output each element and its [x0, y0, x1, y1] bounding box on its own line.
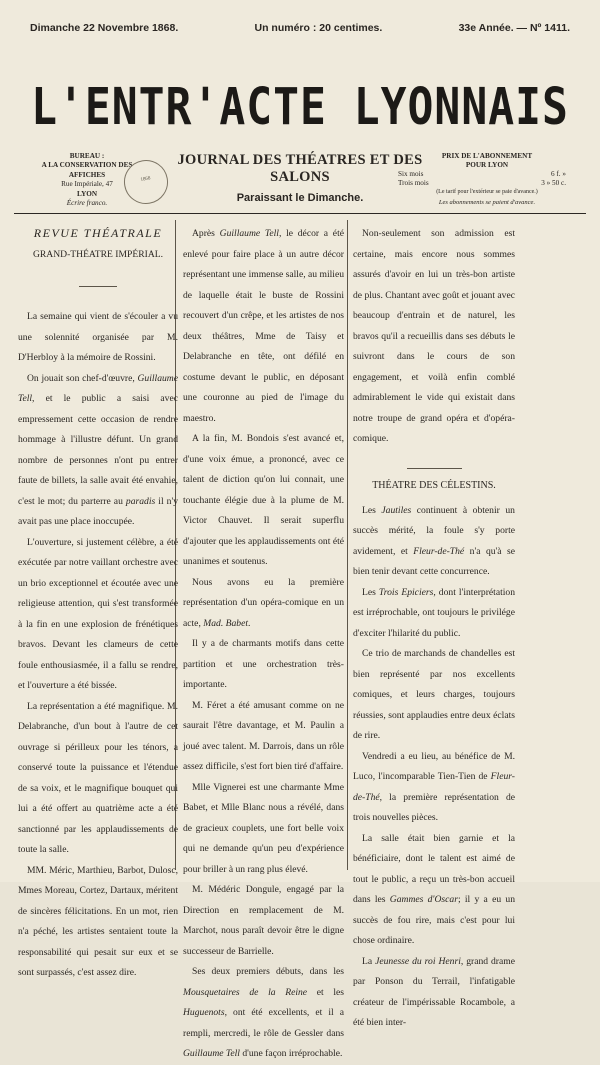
divider — [79, 286, 117, 287]
stamp-year: 1868 — [140, 176, 151, 183]
bureau-city: LYON — [76, 189, 98, 198]
paragraph: Mlle Vignerei est une charmante Mme Babet, et Mlle Blanc nous a révélé, dans de gracieux couplets, une fort belle voix qui ne demande qu'un peu d'expérience pour briller à un rang plus élevé. — [183, 781, 344, 875]
paragraph: Les Jautiles continuent à obtenir un succès mérité, la foule s'y porte avidement, et Fleur-de-Thé n'a qu'à se bien tenir devant cette concurrence. — [353, 504, 515, 577]
section-title: REVUE THÉATRALE — [33, 226, 163, 240]
six-label: Six mois — [398, 170, 424, 178]
paragraph: La semaine qui vient de s'écouler a vu une solennité organisée par M. D'Herbloy à la mémoire de Rossini. — [18, 311, 178, 363]
subscription-row-six — [396, 170, 578, 179]
column-2 — [183, 224, 344, 1065]
paragraph: A la fin, M. Bondois s'est avancé et, d'une voix émue, a prononcé, avec ce talent de diction qu'on lui connait, une touchante élégie due à la plume de M. Victor Chauvet. Il serait superflu d'ajouter que les applaudissements ont été unanimes et soutenus. — [183, 433, 344, 567]
paragraph: MM. Méric, Marthieu, Barbot, Dulosc, Mmes Moreau, Cortez, Dartaux, méritent de sincères félicitations. En un mot, rien n'a péché, les artistes sentaient toute la responsabilité qui pesait sur eux et se sont surpassés, c'est assez dire. — [18, 864, 178, 978]
paragraph: La salle était bien garnie et la bénéficiaire, dont le talent est aimé de tout le public, a reçu un très-bon accueil dans les Gammes d'Oscar; il y a eu un succès de fou rire, mais c'est pour lui chose ordinaire. — [353, 832, 516, 946]
section-subtitle: GRAND-THÉATRE IMPÉRIAL. — [32, 249, 164, 260]
subscription-heading: PRIX DE L'ABONNEMENT — [441, 152, 533, 160]
paragraph: La représentation a été magnifique. M. Delabranche, d'un bout à l'autre de cet ouvrage si périlleux pour les ténors, a conservé toute la puissance et l'étendue de sa voix, et le magnifique bouquet qui lui a été offert au quatrième acte a été sanctionné par les applaudissements de toute la salle. — [18, 700, 178, 855]
journal-subtitle: JOURNAL DES THÉATRES ET DES SALONS — [177, 152, 423, 185]
dateline — [30, 22, 570, 34]
column-3 — [353, 224, 515, 1034]
paragraph: Ses deux premiers débuts, dans les Mousquetaires de la Reine et les Huguenots, ont été excellents, et il a rempli, mercredi, le rôle de Gessler dans Guillaume Tell d'une façon irréprochable. — [183, 966, 344, 1059]
subscription-block — [396, 152, 578, 207]
issue-price: Un numéro : 20 centimes. — [254, 22, 383, 34]
subscription-sub: POUR LYON — [465, 161, 509, 169]
paragraph: On jouait son chef-d'œuvre, Guillaume Tell, et le public a saisi avec empressement cette occasion de rendre hommage à l'illustre défunt. Un grand nombre de personnes n'ont pu entrer faute de billets, la salle avait été envahie, c'est le mot; du parterre au paradis il n'y avait pas une place inoccupée. — [18, 372, 178, 527]
paragraph: Après Guillaume Tell, le décor a été enlevé pour faire place à un autre décor représentant une immense salle, au milieu de laquelle était le buste de Rossini recouvert d'un crêpe, et les artistes de nos deux théâtres, Mme de Taisy et Delabranche en tête, ont défilé en costume devant le public, en déposant une couronne au pied de l'image du maestro. — [183, 228, 344, 424]
subscription-note: (Le tarif pour l'extérieur se paie d'avance.) — [436, 189, 538, 195]
bureau-name: A LA CONSERVATION DES AFFICHES — [41, 161, 133, 179]
paragraph: M. Féret a été amusant comme on ne saurait l'être davantage, et M. Paulin a joué avec talent. M. Darrois, dans un rôle assez difficile, s'est fort bien tiré d'affaire. — [183, 699, 344, 772]
section-title-celestins: THÉATRE DES CÉLESTINS. — [372, 479, 496, 491]
paragraph: Non-seulement son admission est certaine, mais encore nous sommes assurés d'avoir en lui un très-bon artiste de plus. Chantant avec goût et jouant avec beaucoup d'entrain et de naturel, les bravos qu'il a recueillis dans ses débuts le suivront dans le cours de son engagement, et voilà enfin comblé admirablement le vide qui existait dans notre troupe de grand opéra et d'opéra-comique. — [353, 228, 515, 444]
paragraph: Il y a de charmants motifs dans cette partition et une orchestration très-importante. — [183, 638, 344, 690]
three-value: 3 » 50 c. — [541, 179, 566, 187]
three-label: Trois mois — [398, 179, 429, 187]
paragraph: Les Trois Epiciers, dont l'interprétation est irréprochable, ont toujours le privilége d'exciter l'hilarité du public. — [353, 586, 515, 639]
paragraph: L'ouverture, si justement célèbre, a été exécutée par notre vaillant orchestre avec un brio exceptionnel et écoutée avec une religieuse attention, qui s'est transformée à la fin en une explosion de frénétiques bravos. Devant les clameurs de cette foule enthousiasmée, il a fallu se rendre, et l'ouverture a été bissée. — [18, 536, 178, 691]
issue-number: 33e Année. — Nº 1411. — [458, 22, 570, 34]
subscription-row-three — [396, 179, 578, 188]
paragraph: La Jeunesse du roi Henri, grand drame par Ponson du Terrail, l'infatigable créateur de l'impérissable Rocambole, a été bien inter- — [353, 955, 515, 1028]
paragraph: Ce trio de marchands de chandelles est bien représenté par nos excellents comiques, et leurs charges, toujours réussies, sont applaudies entre deux éclats de rire. — [353, 648, 515, 741]
paragraph: Nous avons eu la première représentation d'un opéra-comique en un acte, Mad. Babet. — [183, 576, 344, 629]
masthead-title: L'ENTR'ACTE LYONNAIS — [31, 78, 569, 137]
paragraph: M. Médéric Dongule, engagé par la Direction en remplacement de M. Marchot, nous paraît devoir être le digne successeur de Barrielle. — [183, 884, 344, 957]
subscription-paid-note: Les abonnements se paient d'avance. — [438, 199, 536, 206]
six-value: 6 f. » — [551, 170, 566, 178]
column-rule — [347, 220, 348, 870]
bureau-street: Rue Impériale, 47 — [61, 180, 113, 189]
journal-frequency: Paraissant le Dimanche. — [236, 192, 364, 204]
bureau-note: Écrire franco. — [66, 199, 108, 208]
paragraph: Vendredi a eu lieu, au bénéfice de M. Luco, l'incomparable Tien-Tien de Fleur-de-Thé, la première représentation de trois nouvelles pièces. — [353, 750, 515, 823]
issue-date: Dimanche 22 Novembre 1868. — [30, 22, 179, 34]
header-rule — [14, 213, 586, 214]
column-1 — [18, 224, 178, 984]
bureau-label: BUREAU : — [69, 152, 105, 160]
divider — [407, 468, 462, 469]
